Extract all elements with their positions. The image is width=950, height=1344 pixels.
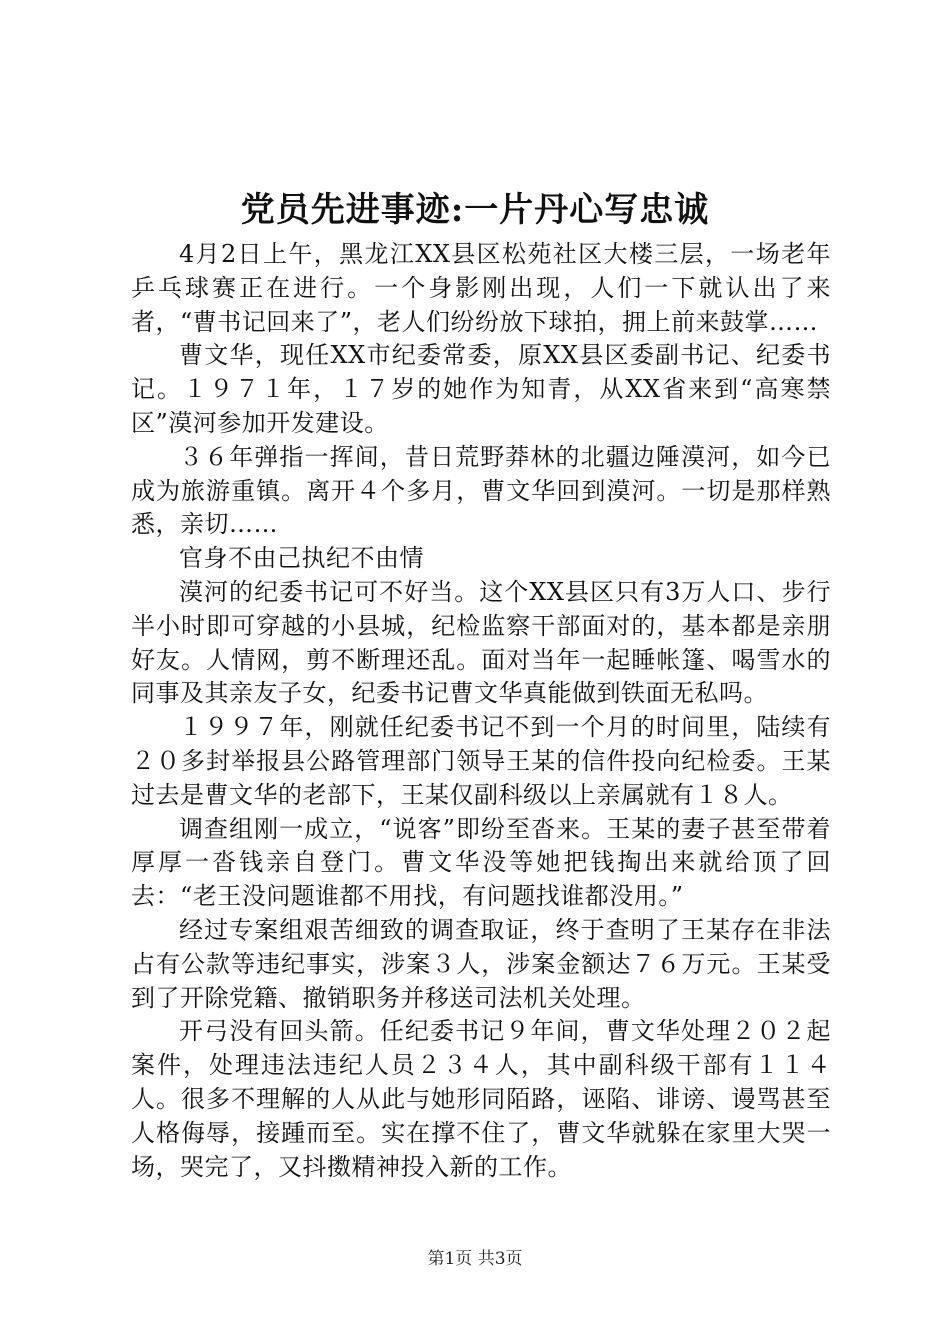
- paragraph: 调查组刚一成立，“说客”即纷至沓来。王某的妻子甚至带着厚厚一沓钱亲自登门。曹文华没等她把钱掏出来就给顶了回去：“老王没问题谁都不用找，有问题找谁都没用。”: [131, 814, 831, 911]
- section-heading: 官身不由己执纪不由情: [179, 544, 424, 573]
- paragraph: 漠河的纪委书记可不好当。这个XX县区只有3万人口、步行半小时即可穿越的小县城，纪检监察干部面对的，基本都是亲朋好友。人情网，剪不断理还乱。面对当年一起睡帐篷、喝雪水的同事及其亲友子女，纪委书记曹文华真能做到铁面无私吗。: [131, 577, 831, 708]
- paragraph: 4月2日上午，黑龙江XX县区松苑社区大楼三层，一场老年乒乓球赛正在进行。一个身影刚出现，人们一下就认出了来者，“曹书记回来了”，老人们纷纷放下球拍，拥上前来鼓掌……: [131, 240, 831, 336]
- paragraph: １９９７年，刚就任纪委书记不到一个月的时间里，陆续有２０多封举报县公路管理部门领导王某的信件投向纪检委。王某过去是曹文华的老部下，王某仅副科级以上亲属就有１８人。: [131, 713, 831, 809]
- paragraph: 经过专案组艰苦细致的调查取证，终于查明了王某存在非法占有公款等违纪事实，涉案３人，涉案金额达７６万元。王某受到了开除党籍、撤销职务并移送司法机关处理。: [131, 915, 831, 1012]
- paragraph: 开弓没有回头箭。任纪委书记９年间，曹文华处理２０２起案件，处理违法违纪人员２３４人，其中副科级干部有１１４人。很多不理解的人从此与她形同陌路，诬陷、诽谤、谩骂甚至人格侮辱，接踵而至。实在撑不住了，曹文华就躲在家里大哭一场，哭完了，又抖擞精神投入新的工作。: [131, 1017, 831, 1181]
- page-footer: 第1页 共3页: [427, 1249, 523, 1269]
- paragraph: 曹文华，现任XX市纪委常委，原XX县区委副书记、纪委书记。１９７１年，１７岁的她作为知青，从XX省来到“高寒禁区”漠河参加开发建设。: [131, 341, 831, 437]
- document-body: [131, 238, 831, 1184]
- paragraph: ３６年弹指一挥间，昔日荒野莽林的北疆边陲漠河，如今已成为旅游重镇。离开４个多月，曹文华回到漠河。一切是那样熟悉，亲切……: [131, 442, 831, 539]
- document-title: 党员先进事迹:一片丹心写忠诚: [240, 190, 710, 230]
